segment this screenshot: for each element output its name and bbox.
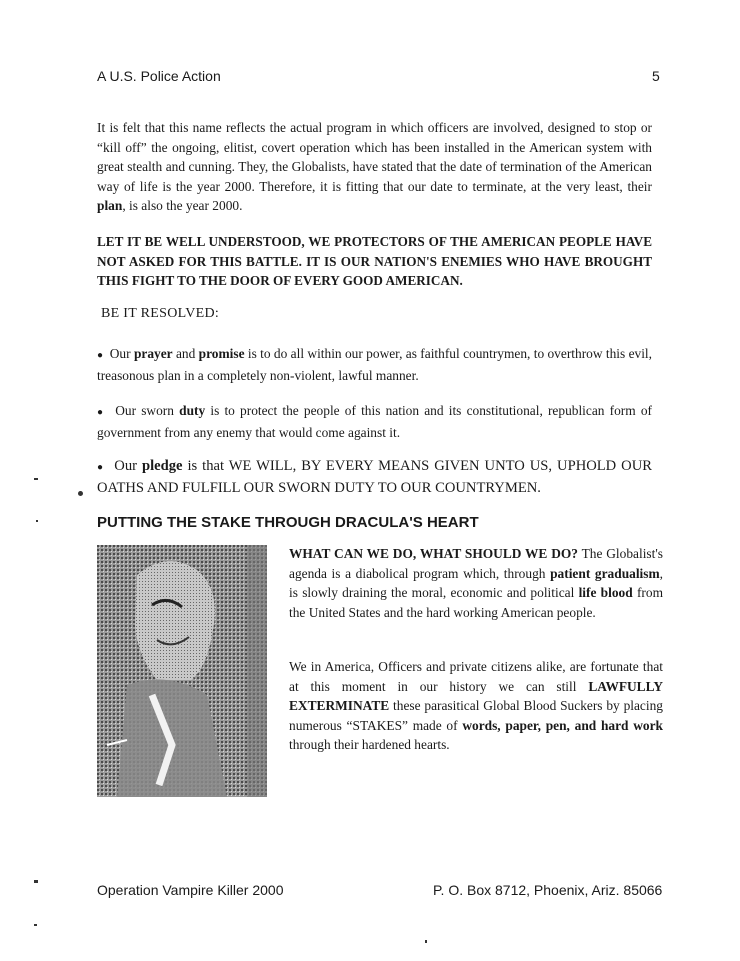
section-title: PUTTING THE STAKE THROUGH DRACULA'S HEART	[97, 514, 479, 531]
resolution-bold: duty	[179, 403, 206, 418]
resolution-text: and	[172, 346, 199, 361]
section-text: The Globalist's agenda is a diabolical program which, through	[289, 546, 663, 581]
section-paragraph-1	[289, 544, 663, 622]
section-text: through their hardened hearts.	[289, 737, 450, 753]
footer-address: P. O. Box 8712, Phoenix, Ariz. 85066	[433, 882, 663, 898]
section-text: these parasitical Global Blood Suckers by placing numerous “STAKES” made of	[289, 698, 663, 733]
section-bold: life blood	[578, 585, 633, 601]
resolution-text: Our sworn	[115, 403, 180, 418]
section-bold: words, paper, pen, and hard work	[462, 717, 663, 733]
footer-title: Operation Vampire Killer 2000	[97, 882, 284, 898]
resolution-text: is to do all within our power, as faithful countrymen, to overthrow this evil, treasonous plan in a completely non-violent, lawful manner.	[97, 346, 652, 383]
resolution-item	[97, 401, 652, 442]
intro-text-2: , is also the year 2000.	[122, 198, 243, 214]
section-paragraph-2	[289, 657, 663, 755]
intro-bold-word: plan	[97, 198, 123, 214]
page-number: 5	[652, 68, 660, 84]
resolution-item	[97, 344, 652, 385]
section-text: We in America, Officers and private citizens alike, are fortunate that at this moment in our history we can still	[289, 659, 663, 694]
resolution-text: is to protect the people of this nation and its constitutional, republican form of government from any enemy that would come against it.	[97, 403, 653, 440]
resolution-text: Our	[114, 458, 142, 474]
scan-speck	[78, 491, 83, 496]
running-header-title: A U.S. Police Action	[97, 68, 221, 84]
resolution-bold: pledge	[141, 458, 183, 474]
scan-speck	[34, 880, 38, 883]
illustration-image	[97, 545, 267, 797]
intro-text-1: It is felt that this name reflects the actual program in which officers are involved, designed to stop or “kill off” the ongoing, elitist, covert operation which has been installed in the American system with great stealth and cunning. They, the Globalists, have stated that the date of termination of the American way of life is the year 2000. Therefore, it is fitting that our date to terminate, at the very least, their	[97, 120, 652, 194]
resolution-item	[97, 456, 652, 499]
vampire-illustration	[97, 545, 267, 797]
bullet-icon: ●	[97, 462, 105, 473]
resolved-heading: BE IT RESOLVED:	[101, 306, 220, 321]
scan-speck	[36, 520, 38, 522]
section-bold: patient gradualism	[550, 565, 660, 581]
section-text: , is slowly draining the moral, economic and political	[289, 565, 664, 601]
resolution-bold: prayer	[133, 346, 173, 361]
section-lead: WHAT CAN WE DO, WHAT SHOULD WE DO?	[289, 546, 578, 561]
scan-speck	[34, 924, 37, 926]
resolution-bold: promise	[198, 346, 245, 361]
scan-speck	[425, 940, 427, 943]
intro-paragraph	[97, 118, 652, 216]
bullet-icon: ●	[97, 407, 105, 418]
declaration-paragraph: LET IT BE WELL UNDERSTOOD, WE PROTECTORS OF THE AMERICAN PEOPLE HAVE NOT ASKED FOR THIS BATTLE. IT IS OUR NATION'S ENEMIES WHO HAVE BROUGHT THIS FIGHT TO THE DOOR OF EVERY GOOD AMERICAN.	[97, 234, 652, 289]
bullet-icon: ●	[97, 350, 104, 361]
section-text: from the United States and the hard working American people.	[289, 585, 663, 620]
resolution-text: Our	[109, 346, 134, 361]
section-bold: LAWFULLY EXTERMINATE	[289, 678, 663, 714]
scan-speck	[34, 478, 38, 480]
resolution-text: is that WE WILL, BY EVERY MEANS GIVEN UNTO US, UPHOLD OUR OATHS AND FULFILL OUR SWORN DUTY TO OUR COUNTRYMEN.	[97, 458, 652, 496]
